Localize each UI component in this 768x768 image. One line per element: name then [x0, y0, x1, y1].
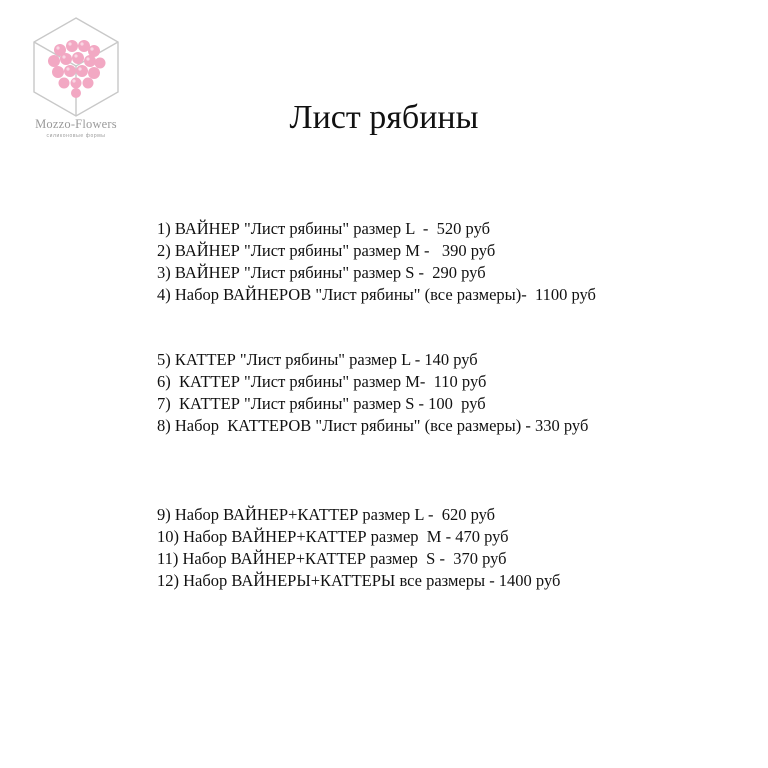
price-item: 5) КАТТЕР "Лист рябины" размер L - 140 руб: [157, 350, 478, 369]
price-item: 1) ВАЙНЕР "Лист рябины" размер L - 520 руб: [157, 219, 491, 238]
price-item: 9) Набор ВАЙНЕР+КАТТЕР размер L - 620 руб: [157, 505, 496, 524]
price-list-cutters: [157, 349, 588, 437]
price-item: 2) ВАЙНЕР "Лист рябины" размер M - 390 руб: [157, 241, 496, 260]
price-item: 12) Набор ВАЙНЕРЫ+КАТТЕРЫ все размеры - 1400 руб: [157, 571, 561, 590]
price-item: 8) Набор КАТТЕРОВ "Лист рябины" (все размеры) - 330 руб: [157, 416, 589, 435]
brand-name: Mozzo-Flowers: [35, 117, 117, 131]
price-item: 11) Набор ВАЙНЕР+КАТТЕР размер S - 370 руб: [157, 549, 507, 568]
price-item: 7) КАТТЕР "Лист рябины" размер S - 100 руб: [157, 394, 486, 413]
price-item: 10) Набор ВАЙНЕР+КАТТЕР размер M - 470 руб: [157, 527, 509, 546]
price-list-wainers: [157, 218, 596, 306]
price-item: 6) КАТТЕР "Лист рябины" размер M- 110 руб: [157, 372, 487, 391]
page-title: Лист рябины: [289, 99, 479, 136]
price-list-sets: [157, 504, 560, 592]
brand-tagline: силиконовые формы: [46, 133, 106, 139]
price-item: 3) ВАЙНЕР "Лист рябины" размер S - 290 руб: [157, 263, 486, 282]
price-item: 4) Набор ВАЙНЕРОВ "Лист рябины" (все размеры)- 1100 руб: [157, 285, 596, 304]
